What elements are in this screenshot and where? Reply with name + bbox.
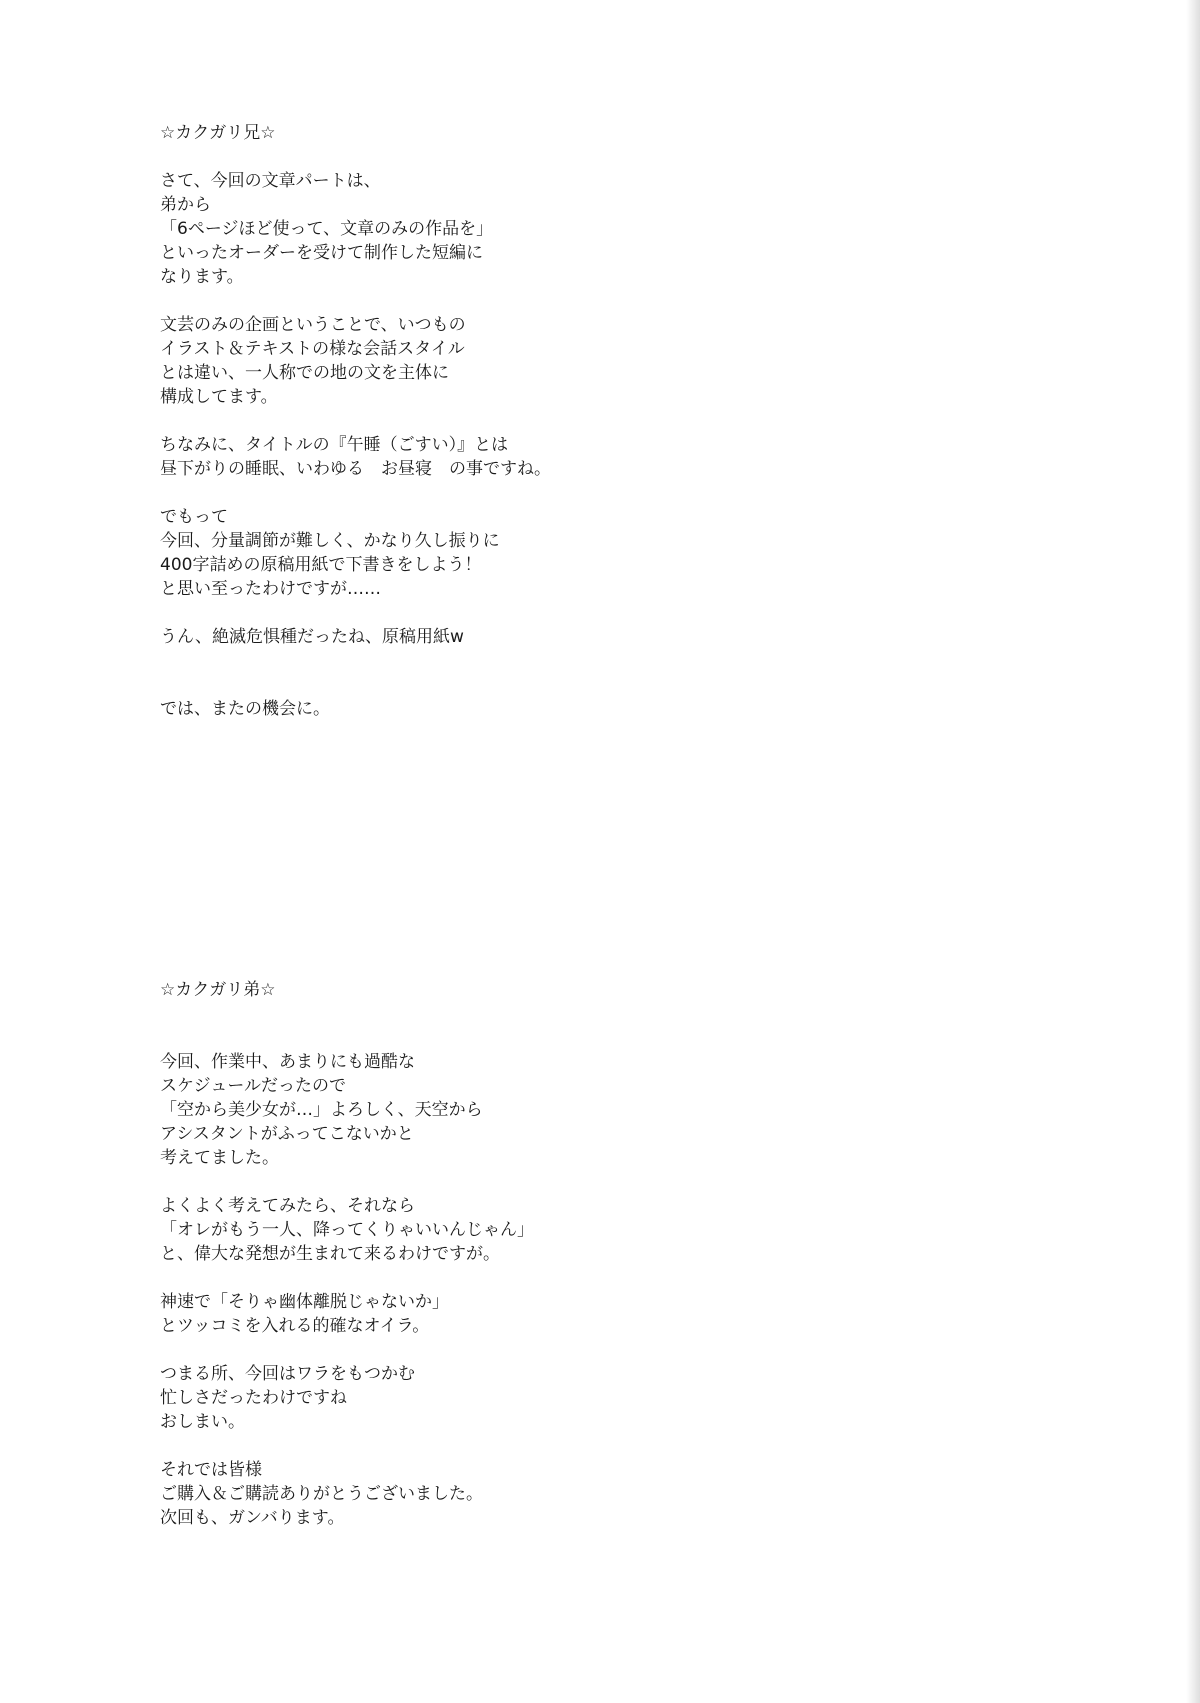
text-line: 忙しさだったわけですね: [160, 1388, 347, 1408]
text-line: 神速で「そりゃ幽体離脱じゃないか」: [160, 1292, 449, 1312]
afterword-section-younger-brother: [160, 978, 920, 1530]
text-line: 構成してます。: [160, 387, 278, 407]
text-line: 「空から美少女が…」よろしく、天空から: [160, 1100, 483, 1120]
text-line: うん、絶滅危惧種だったね、原稿用紙w: [160, 627, 464, 647]
text-line: なります。: [160, 267, 244, 287]
text-line: 「6ページほど使って、文章のみの作品を」: [160, 219, 494, 239]
text-line: おしまい。: [160, 1412, 245, 1432]
text-line: スケジュールだったので: [160, 1076, 346, 1096]
text-line: では、またの機会に。: [160, 699, 330, 719]
text-line: といったオーダーを受けて制作した短編に: [160, 243, 483, 263]
text-line: さて、今回の文章パートは、: [160, 171, 381, 191]
section-heading: ☆カクガリ兄☆: [160, 123, 276, 143]
text-line: とは違い、一人称での地の文を主体に: [160, 363, 449, 383]
section-heading: ☆カクガリ弟☆: [160, 980, 276, 1000]
text-line: ちなみに、タイトルの『午睡（ごすい）』とは: [160, 435, 509, 455]
page-edge: [1186, 0, 1200, 1703]
text-line: 弟から: [160, 195, 211, 215]
text-line: それでは皆様: [160, 1460, 262, 1480]
text-line: と、偉大な発想が生まれて来るわけですが。: [160, 1244, 500, 1264]
text-line: イラスト＆テキストの様な会話スタイル: [160, 339, 465, 359]
text-line: 文芸のみの企画ということで、いつもの: [160, 315, 466, 335]
text-line: 今回、作業中、あまりにも過酷な: [160, 1052, 415, 1072]
text-line: 昼下がりの睡眠、いわゆる お昼寝 の事ですね。: [160, 459, 551, 479]
text-line: と思い至ったわけですが……: [160, 579, 381, 599]
text-line: 今回、分量調節が難しく、かなり久し振りに: [160, 531, 500, 551]
text-line: よくよく考えてみたら、それなら: [160, 1196, 415, 1216]
text-line: でもって: [160, 507, 228, 527]
text-line: 次回も、ガンバります。: [160, 1508, 345, 1528]
text-line: 「オレがもう一人、降ってくりゃいいんじゃん」: [160, 1220, 534, 1240]
text-line: 考えてました。: [160, 1148, 279, 1168]
text-line: 400字詰めの原稿用紙で下書きをしよう！: [160, 555, 482, 575]
afterword-section-brother: [160, 121, 920, 721]
text-line: ご購入＆ご購読ありがとうございました。: [160, 1484, 483, 1504]
text-line: つまる所、今回はワラをもつかむ: [160, 1364, 415, 1384]
text-line: とツッコミを入れる的確なオイラ。: [160, 1316, 430, 1336]
text-line: アシスタントがふってこないかと: [160, 1124, 414, 1144]
